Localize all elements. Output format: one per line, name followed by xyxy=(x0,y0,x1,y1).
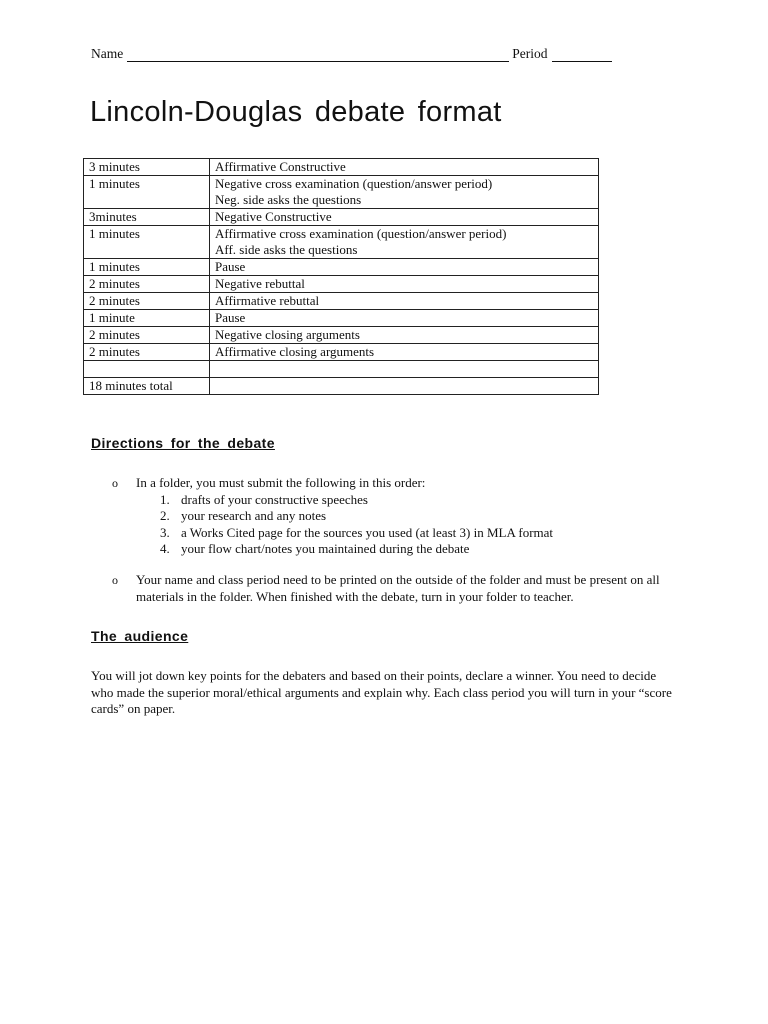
schedule-time-cell: 1 minutes xyxy=(84,259,210,276)
schedule-time-cell: 2 minutes xyxy=(84,344,210,361)
schedule-time-cell: 2 minutes xyxy=(84,293,210,310)
schedule-row xyxy=(84,293,599,310)
step-text: your flow chart/notes you maintained during the debate xyxy=(181,541,470,556)
audience-heading: The audience xyxy=(91,628,189,644)
submission-step xyxy=(160,508,682,525)
step-number: 2. xyxy=(160,508,170,523)
schedule-activity-cell: Pause xyxy=(210,310,599,327)
name-period-bullet xyxy=(112,572,682,605)
schedule-row xyxy=(84,327,599,344)
schedule-row xyxy=(84,176,599,209)
submission-step xyxy=(160,491,682,509)
step-text: drafts of your constructive speeches xyxy=(181,491,368,507)
audience-paragraph: You will jot down key points for the debaters and based on their points, declare a winner. You need to decide who made the superior moral/ethical arguments and explain why. Each class period you will turn in your “score cards” on paper. xyxy=(91,668,672,716)
schedule-row xyxy=(84,259,599,276)
schedule-activity-cell: Affirmative Constructive xyxy=(210,159,599,176)
schedule-row xyxy=(84,378,599,395)
schedule-row xyxy=(84,159,599,176)
schedule-activity-cell: Negative Constructive xyxy=(210,209,599,226)
page-title: Lincoln-Douglas debate format xyxy=(90,96,502,128)
schedule-time-cell: 1 minute xyxy=(84,310,210,327)
schedule-activity-cell: Affirmative rebuttal xyxy=(210,293,599,310)
schedule-activity-cell: Negative rebuttal xyxy=(210,276,599,293)
name-blank-line xyxy=(127,47,509,62)
schedule-activity-cell xyxy=(210,378,599,395)
step-number: 3. xyxy=(160,524,170,540)
name-period-instructions: Your name and class period need to be printed on the outside of the folder and must be present on all materials in the folder. When finished with the debate, turn in your folder to teacher. xyxy=(136,572,660,604)
schedule-time-cell: 2 minutes xyxy=(84,276,210,293)
schedule-row xyxy=(84,310,599,327)
step-text: your research and any notes xyxy=(181,508,327,523)
schedule-time-cell: 3minutes xyxy=(84,209,210,226)
debate-schedule-table xyxy=(83,158,599,395)
schedule-activity-cell: Affirmative cross examination (question/answer period) Aff. side asks the questions xyxy=(210,226,599,259)
schedule-activity-cell xyxy=(210,361,599,378)
schedule-row xyxy=(84,276,599,293)
folder-instructions-intro: In a folder, you must submit the following in this order: xyxy=(136,475,426,490)
submission-step xyxy=(160,524,682,542)
step-number: 4. xyxy=(160,541,170,556)
schedule-time-cell: 1 minutes xyxy=(84,176,210,209)
schedule-activity-cell: Affirmative closing arguments xyxy=(210,344,599,361)
schedule-time-cell: 3 minutes xyxy=(84,159,210,176)
schedule-activity-cell: Pause xyxy=(210,259,599,276)
step-number: 1. xyxy=(160,491,170,507)
step-text: a Works Cited page for the sources you used (at least 3) in MLA format xyxy=(181,524,554,540)
submission-step xyxy=(160,541,682,558)
bullet-marker: o xyxy=(112,476,118,490)
name-period-line xyxy=(91,46,612,62)
schedule-time-cell xyxy=(84,361,210,378)
schedule-activity-cell: Negative closing arguments xyxy=(210,327,599,344)
bullet-marker: o xyxy=(112,573,118,587)
schedule-row xyxy=(84,361,599,378)
schedule-time-cell: 2 minutes xyxy=(84,327,210,344)
schedule-row xyxy=(84,344,599,361)
folder-bullet xyxy=(112,475,682,558)
name-label: Name xyxy=(91,46,124,61)
schedule-activity-cell: Negative cross examination (question/answer period) Neg. side asks the questions xyxy=(210,176,599,209)
schedule-time-cell: 18 minutes total xyxy=(84,378,210,395)
submission-steps-list xyxy=(136,492,682,558)
directions-heading: Directions for the debate xyxy=(91,435,275,451)
schedule-time-cell: 1 minutes xyxy=(84,226,210,259)
period-label: Period xyxy=(512,46,548,61)
period-blank-line xyxy=(552,47,612,62)
schedule-row xyxy=(84,209,599,226)
schedule-row xyxy=(84,226,599,259)
